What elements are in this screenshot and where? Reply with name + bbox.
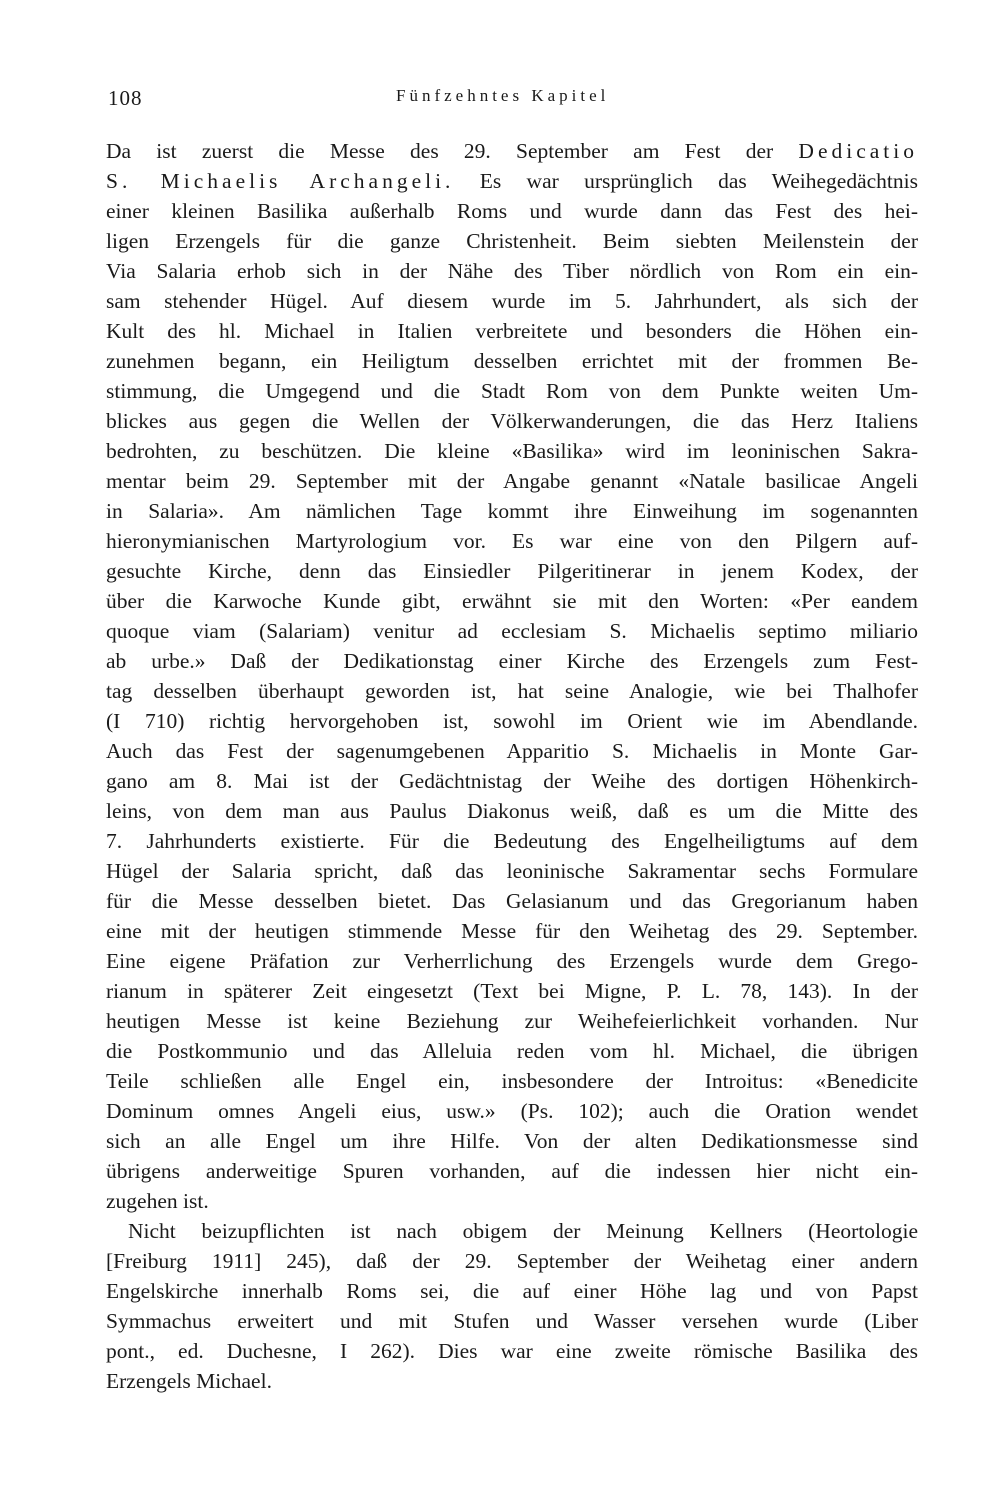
running-head	[108, 86, 916, 116]
line-text: gesuchte Kirche, denn das Einsiedler Pilgeritinerar in jenem Kodex, der	[106, 559, 918, 583]
text-line	[106, 886, 918, 916]
text-line	[106, 616, 918, 646]
line-text: hieronymianischen Martyrologium vor. Es war eine von den Pilgern auf-	[106, 529, 918, 553]
text-line	[106, 586, 918, 616]
text-line	[106, 256, 918, 286]
chapter-title: Fünfzehntes Kapitel	[396, 86, 610, 105]
line-text: zugehen ist.	[106, 1189, 209, 1213]
text-line	[106, 706, 918, 736]
line-text: einer kleinen Basilika außerhalb Roms und wurde dann das Fest des hei-	[106, 199, 918, 223]
text-line	[106, 766, 918, 796]
line-text: Eine eigene Präfation zur Verherrlichung des Erzengels wurde dem Grego-	[106, 949, 918, 973]
text-line	[106, 856, 918, 886]
text-line	[106, 466, 918, 496]
text-line	[106, 646, 918, 676]
line-text: eine mit der heutigen stimmende Messe für den Weihetag des 29. September.	[106, 919, 918, 943]
line-text: übrigens anderweitige Spuren vorhanden, auf die indessen hier nicht ein-	[106, 1159, 918, 1183]
body-text	[106, 136, 918, 1396]
paragraph	[106, 136, 918, 1216]
line-text: die Postkommunio und das Alleluia reden vom hl. Michael, die übrigen	[106, 1039, 918, 1063]
line-text: für die Messe desselben bietet. Das Gelasianum und das Gregorianum haben	[106, 889, 918, 913]
text-line	[106, 1336, 918, 1366]
text-line	[106, 136, 918, 166]
line-text: rianum in späterer Zeit eingesetzt (Text bei Migne, P. L. 78, 143). In der	[106, 979, 918, 1003]
text-line	[106, 1006, 918, 1036]
text-line	[106, 406, 918, 436]
text-line	[106, 826, 918, 856]
line-text: in Salaria». Am nämlichen Tage kommt ihre Einweihung im sogenannten	[106, 499, 918, 523]
line-text: leins, von dem man aus Paulus Diakonus weiß, daß es um die Mitte des	[106, 799, 918, 823]
text-line	[106, 226, 918, 256]
line-text: Kult des hl. Michael in Italien verbreitete und besonders die Höhen ein-	[106, 319, 918, 343]
text-line	[106, 436, 918, 466]
text-line	[106, 916, 918, 946]
line-text: Da ist zuerst die Messe des 29. September am Fest der	[106, 139, 799, 163]
text-line	[106, 1096, 918, 1126]
line-text: quoque viam (Salariam) venitur ad ecclesiam S. Michaelis septimo miliario	[106, 619, 918, 643]
page-number: 108	[108, 86, 143, 110]
line-text: gano am 8. Mai ist der Gedächtnistag der Weihe des dortigen Höhenkirch-	[106, 769, 918, 793]
text-line	[106, 196, 918, 226]
line-text: [Freiburg 1911] 245), daß der 29. September der Weihetag einer andern	[106, 1249, 918, 1273]
text-line	[106, 946, 918, 976]
text-line	[106, 1186, 918, 1216]
text-line	[106, 796, 918, 826]
line-text: Symmachus erweitert und mit Stufen und Wasser versehen wurde (Liber	[106, 1309, 918, 1333]
text-line	[106, 346, 918, 376]
text-line	[106, 166, 918, 196]
text-line	[106, 1036, 918, 1066]
line-text: Es war ursprünglich das Weihegedächtnis	[454, 169, 918, 193]
text-line	[106, 1306, 918, 1336]
line-text: Via Salaria erhob sich in der Nähe des Tiber nördlich von Rom ein ein-	[106, 259, 918, 283]
line-text: pont., ed. Duchesne, I 262). Dies war eine zweite römische Basilika des	[106, 1339, 918, 1363]
line-text: Engelskirche innerhalb Roms sei, die auf einer Höhe lag und von Papst	[106, 1279, 918, 1303]
line-text: Erzengels Michael.	[106, 1369, 272, 1393]
text-line	[106, 1066, 918, 1096]
line-text: stimmung, die Umgegend und die Stadt Rom von dem Punkte weiten Um-	[106, 379, 918, 403]
text-line	[106, 286, 918, 316]
line-text: blickes aus gegen die Wellen der Völkerwanderungen, die das Herz Italiens	[106, 409, 918, 433]
text-line	[106, 1246, 918, 1276]
line-text: über die Karwoche Kunde gibt, erwähnt sie mit den Worten: «Per eandem	[106, 589, 918, 613]
line-text: Teile schließen alle Engel ein, insbesondere der Introitus: «Benedicite	[106, 1069, 918, 1093]
line-text: ab urbe.» Daß der Dedikationstag einer Kirche des Erzengels zum Fest-	[106, 649, 918, 673]
text-line	[106, 556, 918, 586]
text-line	[106, 1276, 918, 1306]
text-line	[106, 1156, 918, 1186]
line-text: (I 710) richtig hervorgehoben ist, sowohl im Orient wie im Abendlande.	[106, 709, 918, 733]
line-text: mentar beim 29. September mit der Angabe genannt «Natale basilicae Angeli	[106, 469, 918, 493]
text-line	[106, 1366, 918, 1396]
line-text: tag desselben überhaupt geworden ist, hat seine Analogie, wie bei Thalhofer	[106, 679, 918, 703]
line-text: 7. Jahrhunderts existierte. Für die Bedeutung des Engelheiligtums auf dem	[106, 829, 918, 853]
line-text: sich an alle Engel um ihre Hilfe. Von der alten Dedikationsmesse sind	[106, 1129, 918, 1153]
text-line	[106, 526, 918, 556]
line-text: zunehmen begann, ein Heiligtum desselben errichtet mit der frommen Be-	[106, 349, 918, 373]
text-line	[106, 976, 918, 1006]
spaced-text: Dedicatio	[798, 139, 918, 163]
line-text: heutigen Messe ist keine Beziehung zur Weihefeierlichkeit vorhanden. Nur	[106, 1009, 918, 1033]
line-text: ligen Erzengels für die ganze Christenheit. Beim siebten Meilenstein der	[106, 229, 918, 253]
text-line	[106, 316, 918, 346]
line-text: sam stehender Hügel. Auf diesem wurde im 5. Jahrhundert, als sich der	[106, 289, 918, 313]
text-line	[106, 496, 918, 526]
line-text: Hügel der Salaria spricht, daß das leoninische Sakramentar sechs Formulare	[106, 859, 918, 883]
line-text: Dominum omnes Angeli eius, usw.» (Ps. 102); auch die Oration wendet	[106, 1099, 918, 1123]
line-text: bedrohten, zu beschützen. Die kleine «Basilika» wird im leoninischen Sakra-	[106, 439, 918, 463]
line-text: Auch das Fest der sagenumgebenen Apparitio S. Michaelis in Monte Gar-	[106, 739, 918, 763]
text-line	[106, 1216, 918, 1246]
text-line	[106, 376, 918, 406]
line-text: Nicht beizupflichten ist nach obigem der Meinung Kellners (Heortologie	[128, 1219, 918, 1243]
spaced-text: S. Michaelis Archangeli.	[106, 169, 455, 193]
text-line	[106, 736, 918, 766]
text-line	[106, 676, 918, 706]
paragraph	[106, 1216, 918, 1396]
text-line	[106, 1126, 918, 1156]
